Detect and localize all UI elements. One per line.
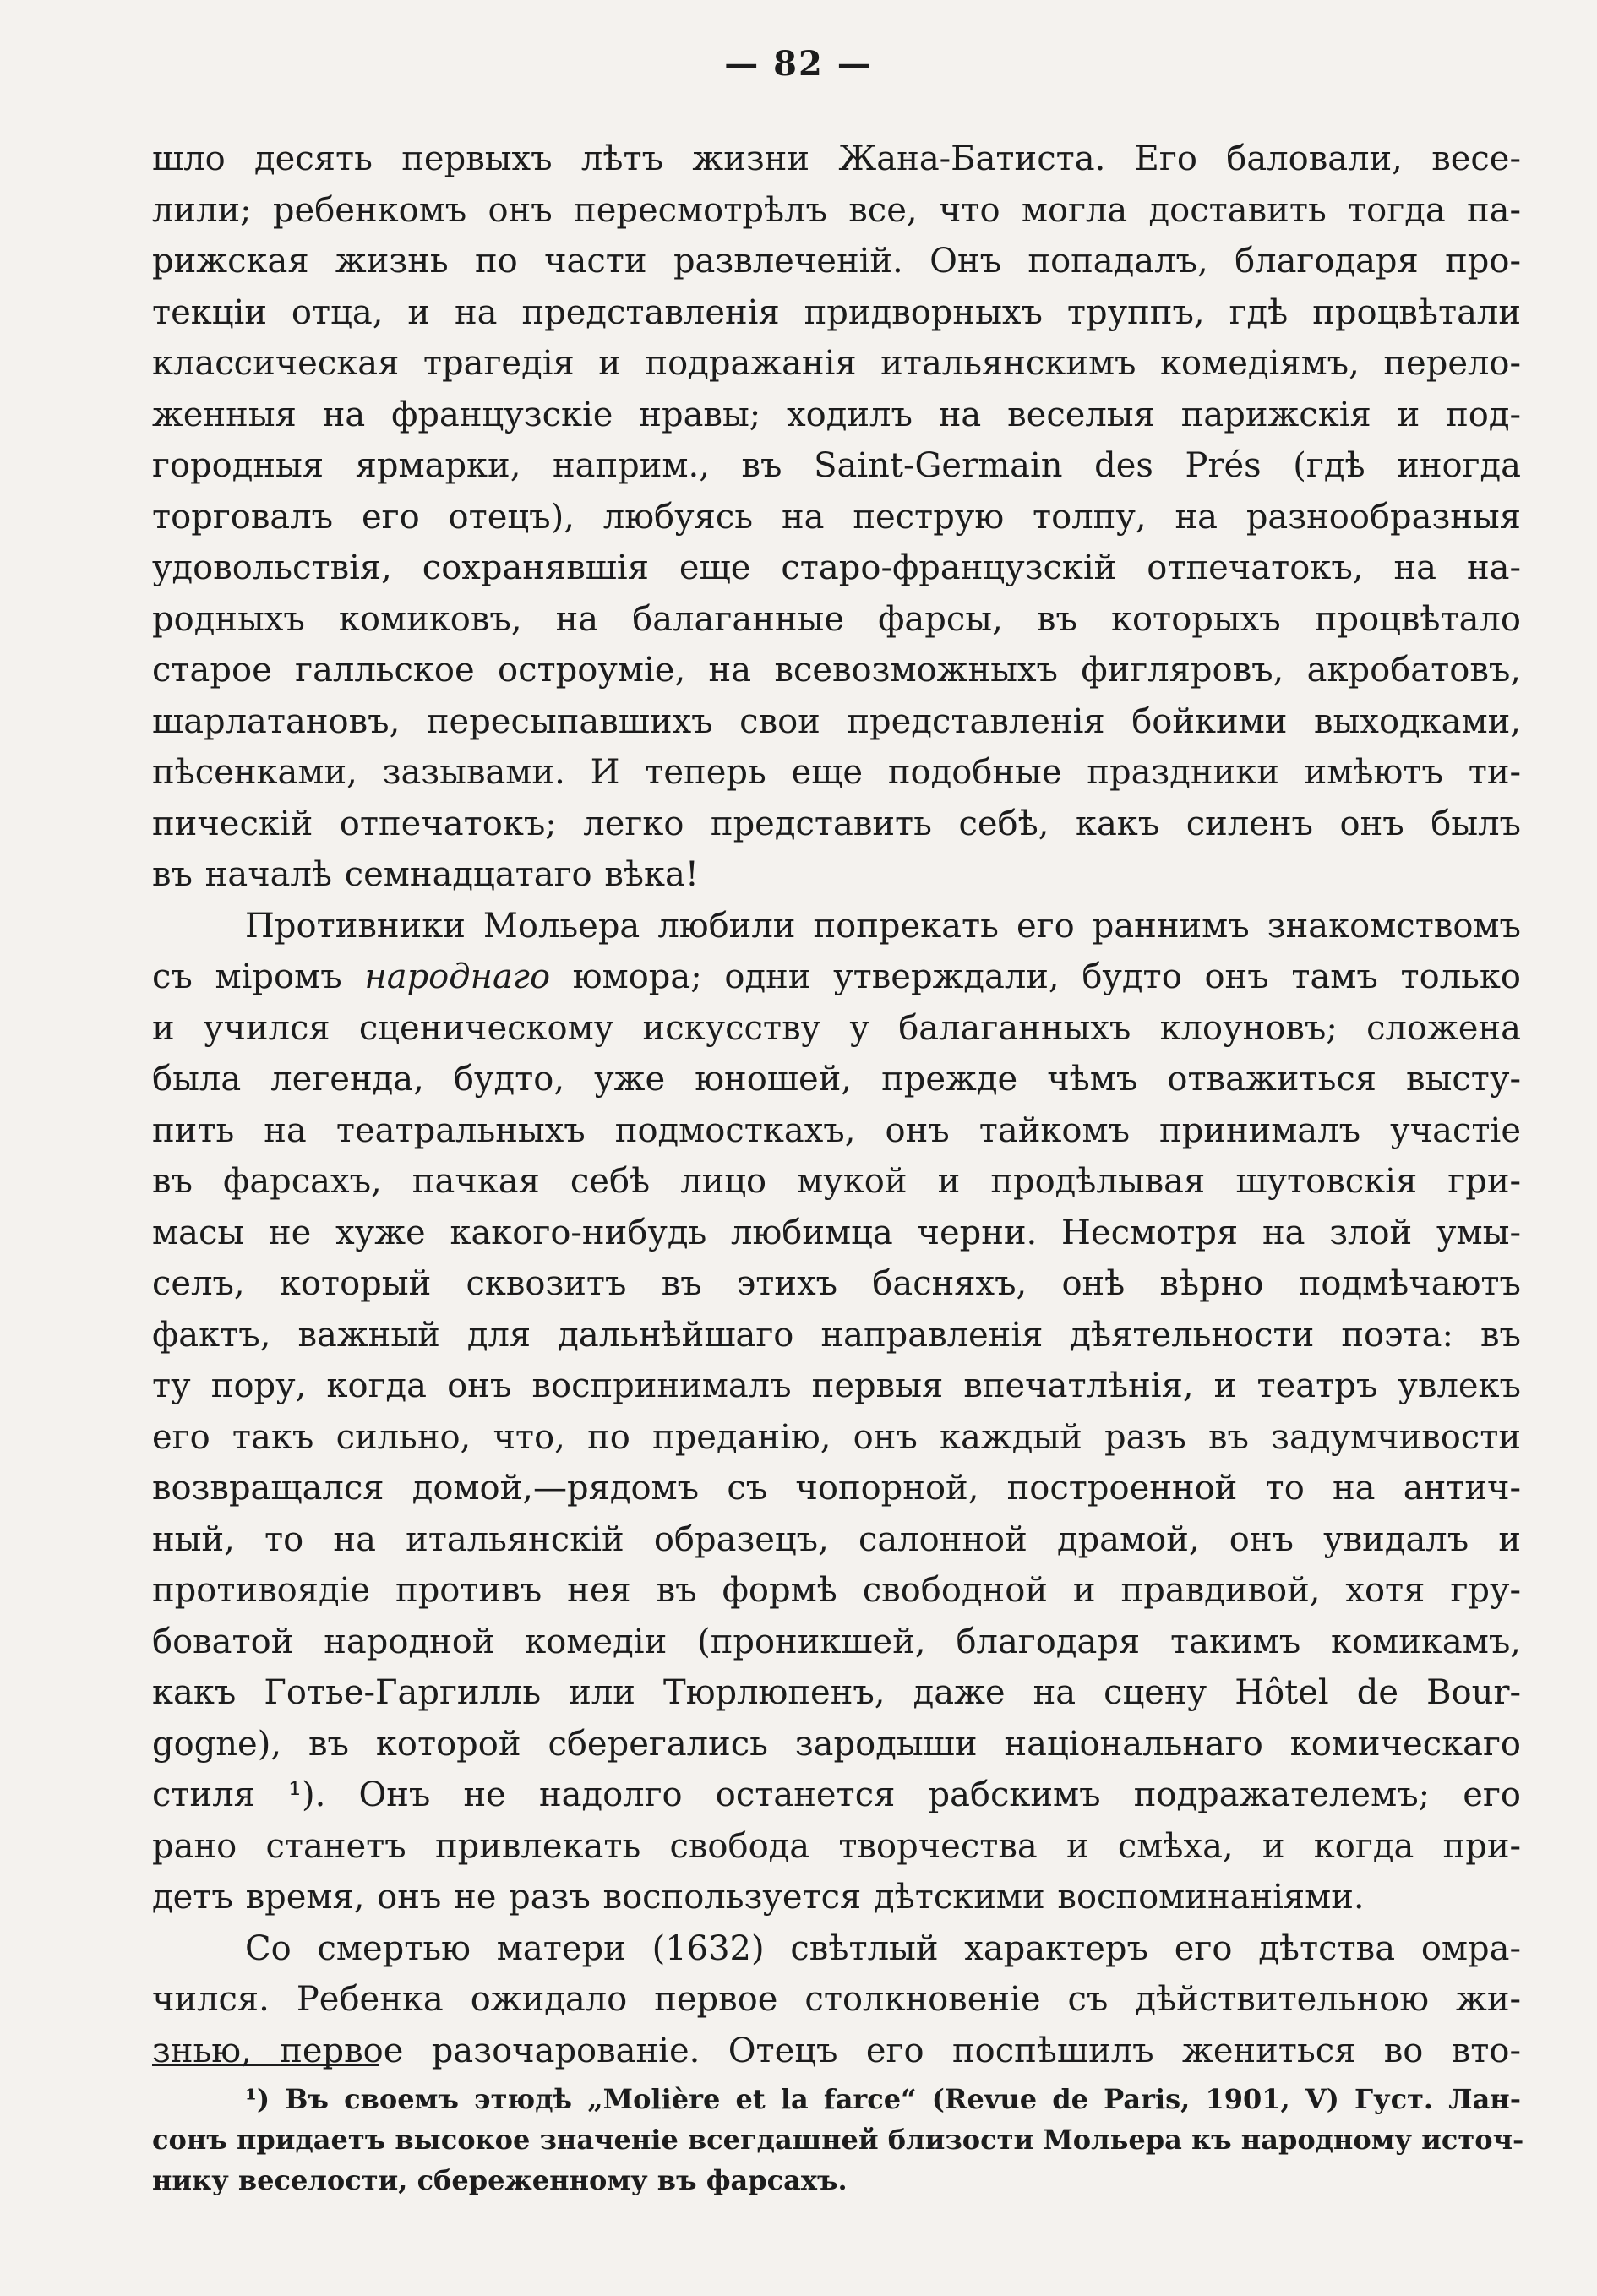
- text-line: фактъ, важный для дальнѣйшаго направленія дѣятельности поэта: въ: [152, 1315, 1521, 1355]
- text-line: шарлатановъ, пересыпавшихъ свои представленія бойкими выходками,: [152, 701, 1521, 741]
- footnote-line: сонъ придаетъ высокое значеніе всегдашней близости Мольера къ народному источ-: [152, 2124, 1524, 2156]
- text-line: боватой народной комедіи (проникшей, благодаря такимъ комикамъ,: [152, 1622, 1521, 1661]
- text-line: удовольствія, сохранявшія еще старо-французскій отпечатокъ, на на-: [152, 548, 1521, 587]
- text-line: женныя на французскіе нравы; ходилъ на веселыя парижскія и под-: [152, 395, 1521, 434]
- text-line: Со смертью матери (1632) свѣтлый характеръ его дѣтства омра-: [245, 1928, 1521, 1968]
- text-line: gogne), въ которой сберегались зародыши національнаго комическаго: [152, 1724, 1521, 1764]
- footnotes: [152, 2079, 1524, 2201]
- text-line: и учился сценическому искусству у балаганныхъ клоуновъ; сложена: [152, 1008, 1521, 1048]
- footnote-line: нику веселости, сбереженному въ фарсахъ.: [152, 2164, 848, 2196]
- text-line: возвращался домой,—рядомъ съ чопорной, построенной то на антич-: [152, 1469, 1521, 1508]
- text-line: пить на театральныхъ подмосткахъ, онъ тайкомъ принималъ участіе: [152, 1110, 1521, 1150]
- italic-word: народнаго: [364, 957, 551, 996]
- text-line: пическій отпечатокъ; легко представить себѣ, какъ силенъ онъ былъ: [152, 804, 1521, 843]
- text-line: была легенда, будто, уже юношей, прежде чѣмъ отважиться высту-: [152, 1060, 1521, 1099]
- text-line: торговалъ его отецъ), любуясь на пеструю толпу, на разнообразныя: [152, 497, 1521, 537]
- text-line: пѣсенками, зазывами. И теперь еще подобные праздники имѣютъ ти-: [152, 753, 1521, 792]
- text-line: текціи отца, и на представленія придворныхъ труппъ, гдѣ процвѣтали: [152, 292, 1521, 332]
- footnote-line: ¹) Въ своемъ этюдѣ „Molière et la farce“ (Revue de Paris, 1901, V) Густ. Лан-: [245, 2083, 1521, 2115]
- text-line: масы не хуже какого-нибудь любимца черни. Несмотря на злой умы-: [152, 1213, 1521, 1252]
- text-line: какъ Готье-Гаргилль или Тюрлюпенъ, даже на сцену Hôtel de Bour-: [152, 1673, 1521, 1712]
- text-span: съ міромъ: [152, 957, 365, 996]
- text-line: классическая трагедія и подражанія итальянскимъ комедіямъ, перело-: [152, 344, 1521, 383]
- text-line: ту пору, когда онъ воспринималъ первыя впечатлѣнія, и театръ увлекъ: [152, 1366, 1521, 1405]
- text-line: въ началѣ семнадцатаго вѣка!: [152, 855, 699, 894]
- text-line: городныя ярмарки, наприм., въ Saint-Germain des Prés (гдѣ иногда: [152, 446, 1521, 485]
- text-line-with-italic: [152, 952, 1521, 1003]
- text-line: селъ, который сквозитъ въ этихъ басняхъ, онѣ вѣрно подмѣчаютъ: [152, 1264, 1521, 1303]
- text-line: родныхъ комиковъ, на балаганные фарсы, въ которыхъ процвѣтало: [152, 599, 1521, 639]
- text-line: детъ время, онъ не разъ воспользуется дѣтскими воспоминаніями.: [152, 1878, 1365, 1917]
- text-line: въ фарсахъ, пачкая себѣ лицо мукой и продѣлывая шутовскія гри-: [152, 1162, 1521, 1201]
- text-line: чился. Ребенка ожидало первое столкновеніе съ дѣйствительною жи-: [152, 1980, 1521, 2019]
- text-line: знью, первое разочарованіе. Отецъ его поспѣшилъ жениться во вто-: [152, 2031, 1521, 2070]
- text-span: юмора; одни утверждали, будто онъ тамъ только: [550, 957, 1522, 996]
- page-number: — 82 —: [724, 44, 873, 84]
- text-line: лили; ребенкомъ онъ пересмотрѣлъ все, что могла доставить тогда па-: [152, 190, 1521, 230]
- footnote-divider: [152, 2064, 379, 2066]
- text-line: шло десять первыхъ лѣтъ жизни Жана-Батиста. Его баловали, весе-: [152, 139, 1521, 178]
- text-line: старое галльское остроуміе, на всевозможныхъ фигляровъ, акробатовъ,: [152, 651, 1521, 690]
- text-line: ный, то на итальянскій образецъ, салонной драмой, онъ увидалъ и: [152, 1519, 1521, 1559]
- text-line: противоядіе противъ нея въ формѣ свободной и правдивой, хотя гру-: [152, 1571, 1521, 1610]
- text-line: Противники Мольера любили попрекать его раннимъ знакомствомъ: [245, 906, 1521, 946]
- text-line: рижская жизнь по части развлеченій. Онъ попадалъ, благодаря про-: [152, 242, 1521, 281]
- text-line: его такъ сильно, что, по преданію, онъ каждый разъ въ задумчивости: [152, 1417, 1521, 1457]
- body-text: [152, 134, 1521, 2076]
- text-line: рано станетъ привлекать свобода творчества и смѣха, и когда при-: [152, 1826, 1521, 1866]
- text-line: стиля ¹). Онъ не надолго останется рабскимъ подражателемъ; его: [152, 1775, 1521, 1814]
